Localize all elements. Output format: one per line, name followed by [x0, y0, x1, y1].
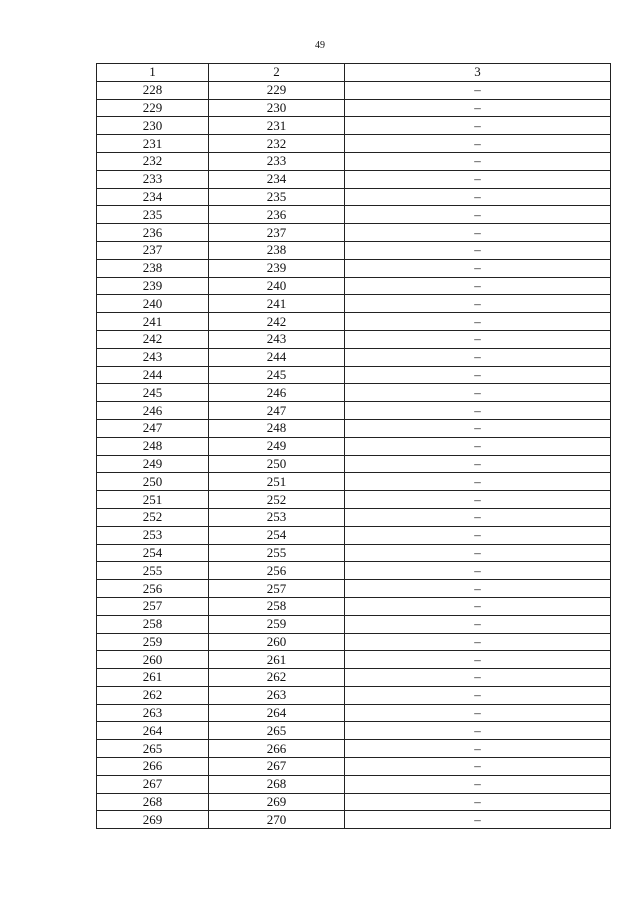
table-cell-col1: 236: [97, 224, 209, 242]
table-cell-col2: 260: [209, 633, 345, 651]
table-cell-col3: –: [345, 437, 611, 455]
table-cell-col3: –: [345, 580, 611, 598]
table-cell-col2: 245: [209, 366, 345, 384]
table-body: [97, 81, 611, 828]
table-row: [97, 277, 611, 295]
table-row: [97, 793, 611, 811]
table-cell-col3: –: [345, 704, 611, 722]
table-cell-col3: –: [345, 793, 611, 811]
table-row: [97, 313, 611, 331]
table-row: [97, 259, 611, 277]
table-cell-col1: 241: [97, 313, 209, 331]
table-cell-col1: 249: [97, 455, 209, 473]
table-cell-col2: 233: [209, 152, 345, 170]
table-cell-col1: 264: [97, 722, 209, 740]
table-cell-col2: 232: [209, 135, 345, 153]
table-row: [97, 295, 611, 313]
table-cell-col2: 239: [209, 259, 345, 277]
table-row: [97, 241, 611, 259]
table-cell-col3: –: [345, 740, 611, 758]
table-cell-col3: –: [345, 170, 611, 188]
table-cell-col1: 252: [97, 508, 209, 526]
table-cell-col3: –: [345, 99, 611, 117]
table-cell-col1: 259: [97, 633, 209, 651]
table-cell-col3: –: [345, 259, 611, 277]
table-cell-col2: 230: [209, 99, 345, 117]
table-cell-col1: 258: [97, 615, 209, 633]
table-cell-col3: –: [345, 544, 611, 562]
table-cell-col3: –: [345, 758, 611, 776]
table-row: [97, 117, 611, 135]
table-cell-col2: 261: [209, 651, 345, 669]
table-cell-col3: –: [345, 562, 611, 580]
table-cell-col1: 260: [97, 651, 209, 669]
table-cell-col1: 232: [97, 152, 209, 170]
table-cell-col2: 237: [209, 224, 345, 242]
table-cell-col1: 238: [97, 259, 209, 277]
header-row: [97, 64, 611, 82]
table-cell-col2: 249: [209, 437, 345, 455]
table-cell-col1: 233: [97, 170, 209, 188]
table-cell-col2: 251: [209, 473, 345, 491]
table-cell-col2: 247: [209, 402, 345, 420]
table-cell-col3: –: [345, 811, 611, 829]
table-cell-col2: 262: [209, 669, 345, 687]
table-cell-col3: –: [345, 455, 611, 473]
table-cell-col2: 264: [209, 704, 345, 722]
table-cell-col1: 243: [97, 348, 209, 366]
table-cell-col2: 268: [209, 775, 345, 793]
table-cell-col2: 256: [209, 562, 345, 580]
table-cell-col2: 244: [209, 348, 345, 366]
table-cell-col1: 248: [97, 437, 209, 455]
table-cell-col2: 246: [209, 384, 345, 402]
table-row: [97, 330, 611, 348]
table-cell-col1: 246: [97, 402, 209, 420]
table-row: [97, 81, 611, 99]
table-row: [97, 152, 611, 170]
table-row: [97, 206, 611, 224]
table-cell-col1: 254: [97, 544, 209, 562]
table-cell-col3: –: [345, 722, 611, 740]
table-cell-col3: –: [345, 81, 611, 99]
table-row: [97, 508, 611, 526]
table-cell-col1: 268: [97, 793, 209, 811]
table-cell-col2: 269: [209, 793, 345, 811]
table-cell-col3: –: [345, 402, 611, 420]
table-row: [97, 170, 611, 188]
table-cell-col1: 240: [97, 295, 209, 313]
table-cell-col3: –: [345, 419, 611, 437]
table-cell-col3: –: [345, 224, 611, 242]
table-cell-col1: 228: [97, 81, 209, 99]
table-row: [97, 722, 611, 740]
table-cell-col1: 267: [97, 775, 209, 793]
table-row: [97, 526, 611, 544]
table-cell-col2: 235: [209, 188, 345, 206]
table-cell-col1: 263: [97, 704, 209, 722]
table-row: [97, 384, 611, 402]
table-row: [97, 135, 611, 153]
table-cell-col2: 253: [209, 508, 345, 526]
table-row: [97, 669, 611, 687]
table-row: [97, 615, 611, 633]
table-cell-col3: –: [345, 526, 611, 544]
table-cell-col2: 242: [209, 313, 345, 331]
table-row: [97, 99, 611, 117]
table-row: [97, 811, 611, 829]
table-row: [97, 740, 611, 758]
table-cell-col1: 244: [97, 366, 209, 384]
table-cell-col1: 257: [97, 597, 209, 615]
table-cell-col2: 250: [209, 455, 345, 473]
table-cell-col1: 230: [97, 117, 209, 135]
table-cell-col1: 269: [97, 811, 209, 829]
table-cell-col2: 270: [209, 811, 345, 829]
table-cell-col1: 250: [97, 473, 209, 491]
table-cell-col1: 262: [97, 686, 209, 704]
table-cell-col2: 259: [209, 615, 345, 633]
table-cell-col3: –: [345, 597, 611, 615]
table-cell-col2: 238: [209, 241, 345, 259]
table-cell-col1: 251: [97, 491, 209, 509]
table-cell-col3: –: [345, 473, 611, 491]
table-cell-col3: –: [345, 188, 611, 206]
table-cell-col2: 248: [209, 419, 345, 437]
table-cell-col2: 240: [209, 277, 345, 295]
table-cell-col1: 266: [97, 758, 209, 776]
table-row: [97, 224, 611, 242]
data-table: [96, 63, 611, 829]
table-cell-col1: 256: [97, 580, 209, 598]
table-cell-col2: 255: [209, 544, 345, 562]
table-cell-col3: –: [345, 152, 611, 170]
table-cell-col1: 253: [97, 526, 209, 544]
table-cell-col3: –: [345, 508, 611, 526]
table-cell-col3: –: [345, 686, 611, 704]
table-row: [97, 651, 611, 669]
table-cell-col2: 265: [209, 722, 345, 740]
table-cell-col3: –: [345, 633, 611, 651]
table-row: [97, 580, 611, 598]
table-cell-col3: –: [345, 669, 611, 687]
table-cell-col1: 245: [97, 384, 209, 402]
table-cell-col3: –: [345, 775, 611, 793]
table-row: [97, 686, 611, 704]
table-row: [97, 544, 611, 562]
table-cell-col3: –: [345, 330, 611, 348]
table-cell-col2: 252: [209, 491, 345, 509]
table-cell-col2: 243: [209, 330, 345, 348]
column-header-3: 3: [345, 64, 611, 82]
table-row: [97, 455, 611, 473]
table-cell-col3: –: [345, 348, 611, 366]
table-row: [97, 348, 611, 366]
table-row: [97, 402, 611, 420]
table-row: [97, 473, 611, 491]
table-cell-col2: 266: [209, 740, 345, 758]
table-cell-col3: –: [345, 651, 611, 669]
table-cell-col3: –: [345, 366, 611, 384]
table-cell-col1: 255: [97, 562, 209, 580]
table-cell-col1: 237: [97, 241, 209, 259]
table-cell-col1: 265: [97, 740, 209, 758]
table-cell-col3: –: [345, 241, 611, 259]
table-row: [97, 419, 611, 437]
page-number: 49: [315, 40, 325, 51]
table-cell-col3: –: [345, 295, 611, 313]
table-cell-col2: 263: [209, 686, 345, 704]
table-cell-col2: 241: [209, 295, 345, 313]
table-cell-col1: 229: [97, 99, 209, 117]
table-row: [97, 188, 611, 206]
table-cell-col3: –: [345, 277, 611, 295]
table-cell-col2: 234: [209, 170, 345, 188]
table-cell-col2: 254: [209, 526, 345, 544]
table-row: [97, 562, 611, 580]
table-cell-col3: –: [345, 491, 611, 509]
table-cell-col2: 229: [209, 81, 345, 99]
table-cell-col1: 261: [97, 669, 209, 687]
column-header-2: 2: [209, 64, 345, 82]
table-cell-col1: 242: [97, 330, 209, 348]
table-row: [97, 775, 611, 793]
table-cell-col2: 257: [209, 580, 345, 598]
table-cell-col1: 234: [97, 188, 209, 206]
table-cell-col1: 239: [97, 277, 209, 295]
table-cell-col1: 247: [97, 419, 209, 437]
table-row: [97, 597, 611, 615]
table-cell-col3: –: [345, 206, 611, 224]
table-row: [97, 437, 611, 455]
table-row: [97, 704, 611, 722]
table-cell-col3: –: [345, 615, 611, 633]
table-row: [97, 366, 611, 384]
table-cell-col2: 258: [209, 597, 345, 615]
table-cell-col1: 235: [97, 206, 209, 224]
table-row: [97, 491, 611, 509]
table-header: [97, 64, 611, 82]
table-cell-col2: 236: [209, 206, 345, 224]
table-cell-col3: –: [345, 384, 611, 402]
table-row: [97, 633, 611, 651]
table-cell-col2: 267: [209, 758, 345, 776]
table-cell-col2: 231: [209, 117, 345, 135]
table-cell-col1: 231: [97, 135, 209, 153]
table-cell-col3: –: [345, 117, 611, 135]
table-cell-col3: –: [345, 313, 611, 331]
column-header-1: 1: [97, 64, 209, 82]
table-row: [97, 758, 611, 776]
table-cell-col3: –: [345, 135, 611, 153]
